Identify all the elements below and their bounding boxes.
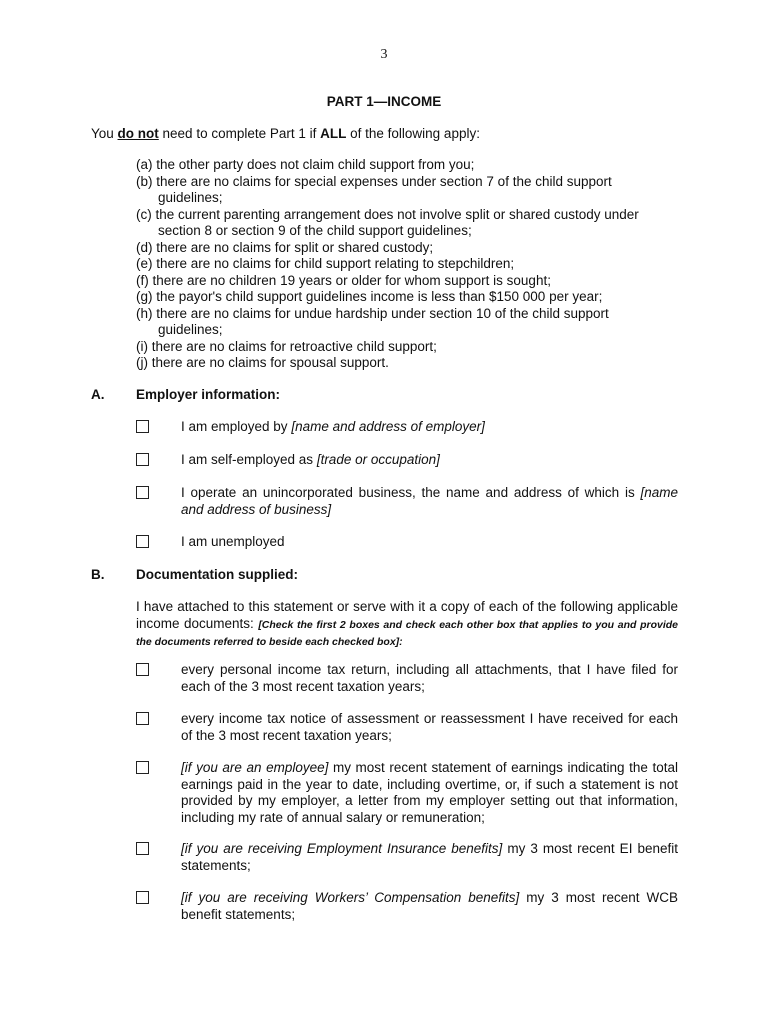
document-option-earnings-statement	[136, 760, 678, 826]
section-b-title: Documentation supplied:	[136, 567, 298, 582]
option-text: every personal income tax return, including all attachments, that I have filed for each of the 3 most recent taxation years;	[181, 662, 678, 694]
option-text: I am unemployed	[181, 534, 285, 549]
document-option-tax-returns	[136, 662, 678, 695]
section-a-heading	[91, 387, 280, 402]
employer-option-unemployed	[136, 534, 678, 551]
assessments-checkbox[interactable]	[136, 712, 149, 725]
documentation-intro-note: [Check the first 2 boxes and check each other box that applies to you and provide the documents referred to beside each checked box]:	[136, 618, 678, 648]
document-option-wcb-statements	[136, 890, 678, 923]
option-hint: [name and address of business]	[181, 485, 678, 517]
condition-h: (h) there are no claims for undue hardship under section 10 of the child support guidelines;	[136, 305, 609, 337]
ei-statements-checkbox[interactable]	[136, 842, 149, 855]
condition-i: (i) there are no claims for retroactive child support;	[136, 338, 437, 354]
condition-a: (a) the other party does not claim child support from you;	[136, 157, 475, 172]
page-number: 3	[380, 47, 388, 62]
option-text: my most recent statement of earnings indicating the total earnings paid in the year to date, including overtime, or, if such a statement is not provided by my employer, a letter from my employer setting out that information, including my rate of annual salary or remuneration;	[181, 760, 678, 825]
intro-sentence	[91, 126, 480, 141]
option-text: my 3 most recent EI benefit statements;	[181, 841, 678, 873]
tax-returns-checkbox[interactable]	[136, 663, 149, 676]
intro-middle: need to complete Part 1 if	[158, 126, 321, 141]
option-text: I am self-employed as	[181, 452, 317, 467]
document-option-ei-statements	[136, 841, 678, 874]
option-text: my 3 most recent WCB benefit statements;	[181, 890, 678, 922]
option-text: I am employed by	[181, 419, 292, 434]
intro-prefix: You	[91, 126, 118, 141]
condition-j: (j) there are no claims for spousal support.	[136, 355, 389, 370]
employer-option-self-employed	[136, 452, 678, 469]
unemployed-checkbox[interactable]	[136, 535, 149, 548]
option-hint: [if you are an employee]	[181, 760, 329, 775]
condition-f: (f) there are no children 19 years or older for whom support is sought;	[136, 272, 551, 288]
section-a-title: Employer information:	[136, 387, 281, 402]
employed-checkbox[interactable]	[136, 420, 149, 433]
section-a-letter: A.	[91, 387, 105, 402]
condition-d: (d) there are no claims for split or shared custody;	[136, 239, 434, 255]
condition-c: (c) the current parenting arrangement does not involve split or shared custody under section 8 or section 9 of the child support guidelines;	[136, 206, 639, 238]
business-checkbox[interactable]	[136, 486, 149, 499]
page-title: PART 1—INCOME	[326, 94, 442, 109]
condition-e: (e) there are no claims for child support relating to stepchildren;	[136, 256, 515, 271]
conditions-list	[136, 157, 666, 372]
documentation-intro-text: I have attached to this statement or serve with it a copy of each of the following applicable income documents:	[136, 599, 678, 631]
wcb-statements-checkbox[interactable]	[136, 891, 149, 904]
option-hint: [name and address of employer]	[291, 419, 485, 434]
employer-option-business	[136, 485, 678, 518]
option-hint: [if you are receiving Workers’ Compensation benefits]	[181, 890, 520, 905]
self-employed-checkbox[interactable]	[136, 453, 149, 466]
option-hint: [trade or occupation]	[316, 452, 440, 467]
option-text: I operate an unincorporated business, the name and address of which is	[181, 485, 641, 500]
earnings-statement-checkbox[interactable]	[136, 761, 149, 774]
condition-g: (g) the payor's child support guidelines income is less than $150 000 per year;	[136, 289, 603, 304]
employer-option-employed	[136, 419, 678, 436]
option-text: every income tax notice of assessment or reassessment I have received for each of the 3 most recent taxation years;	[181, 711, 678, 743]
option-hint: [if you are receiving Employment Insurance benefits]	[181, 841, 503, 856]
intro-all: ALL	[320, 126, 347, 141]
condition-b: (b) there are no claims for special expenses under section 7 of the child support guidelines;	[136, 173, 612, 205]
intro-do-not: do not	[117, 126, 159, 141]
section-b-letter: B.	[91, 567, 105, 582]
documentation-intro	[136, 599, 678, 651]
section-b-heading	[91, 567, 298, 582]
intro-suffix: of the following apply:	[346, 126, 480, 141]
document-option-assessments	[136, 711, 678, 744]
